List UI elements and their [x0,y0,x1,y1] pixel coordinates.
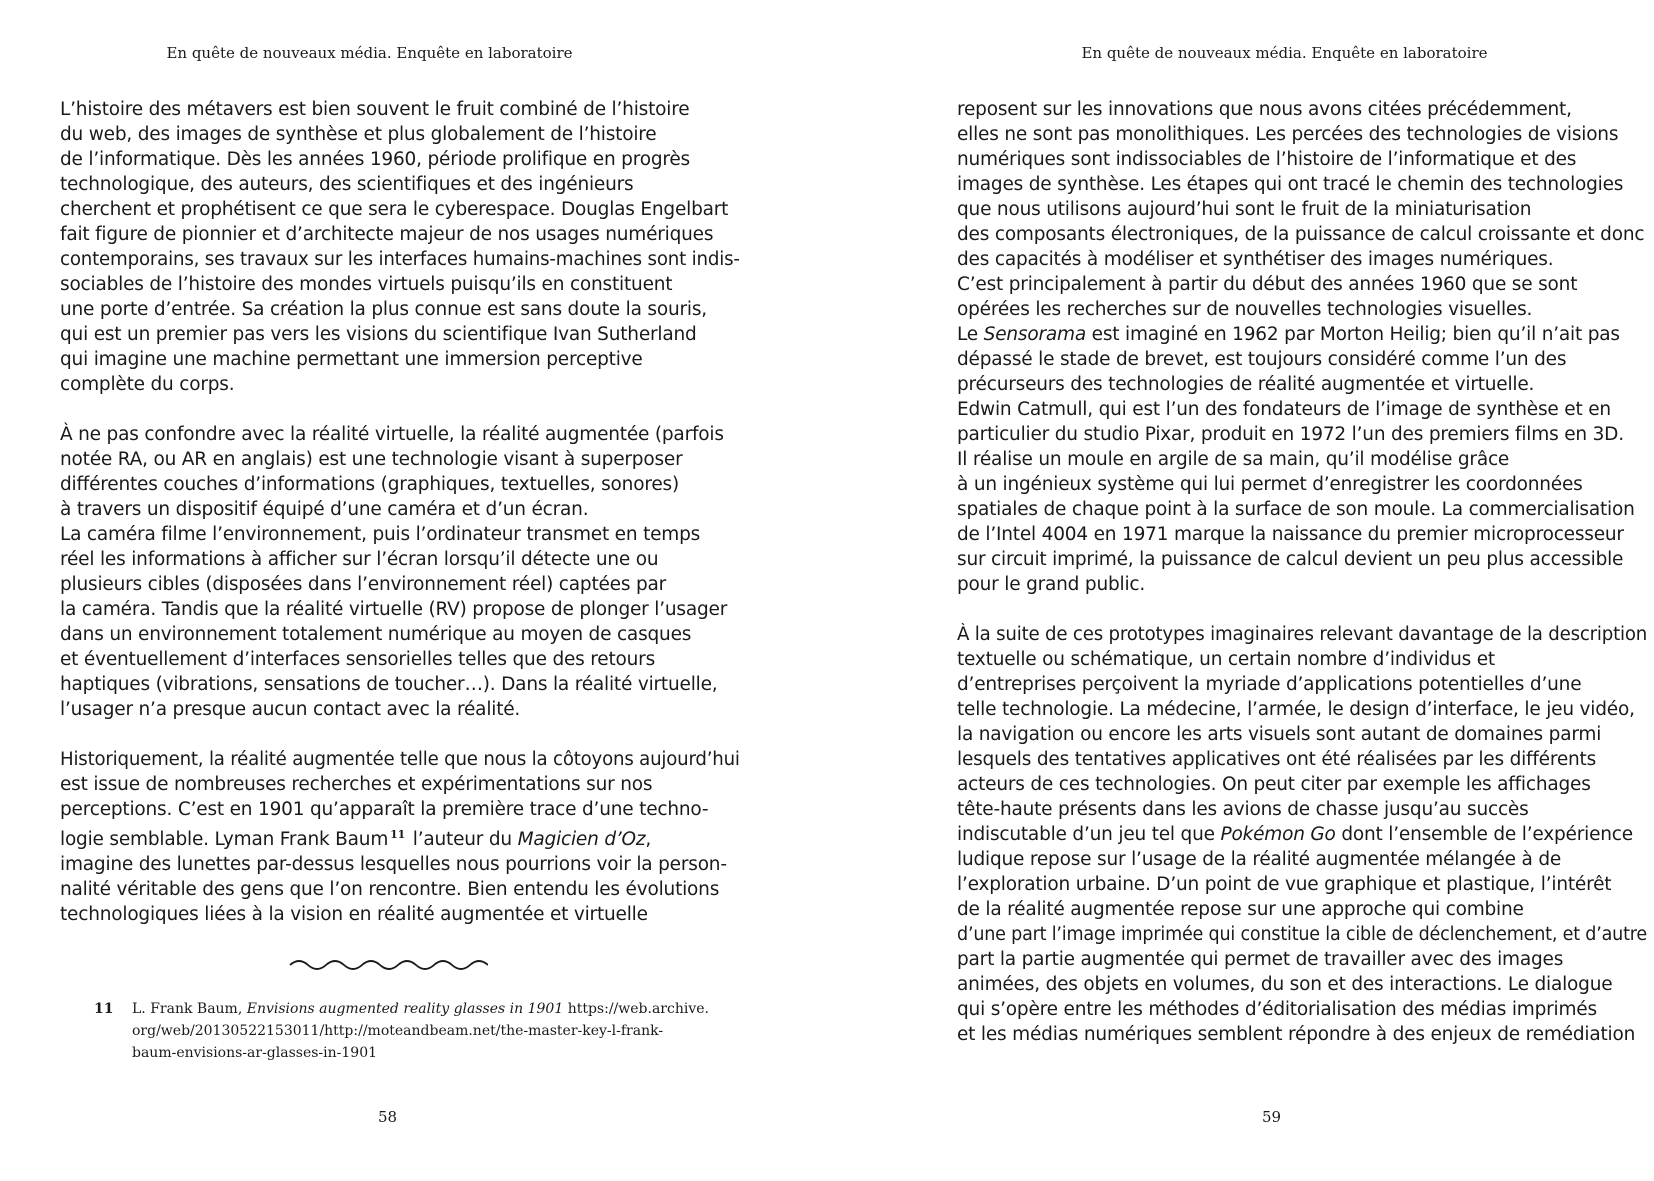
text-line: sociables de l’histoire des mondes virtuels puisqu’ils en constituent [60,274,673,295]
text-line: animées, des objets en volumes, du son et des interactions. Le dialogue [957,974,1613,995]
text-line: lesquels des tentatives applicatives ont été réalisées par les différents [957,749,1597,770]
body-text [60,97,740,927]
text-line: part la partie augmentée qui permet de travailler avec des images [957,949,1564,970]
text-line: à un ingénieux système qui lui permet d’enregistrer les coordonnées [957,474,1583,495]
paragraph [60,747,740,927]
footnote-number: 11 [94,1001,114,1017]
footnote-line [132,998,709,1020]
body-text [957,97,1647,1047]
footnote-reference[interactable]: 11 [390,828,406,841]
paragraph-gap [60,722,740,747]
text-line: d’entreprises perçoivent la myriade d’applications potentielles d’une [957,674,1582,695]
text-line: différentes couches d’informations (graphiques, textuelles, sonores) [60,474,679,495]
text-line: qui s’opère entre les méthodes d’éditorialisation des médias imprimés [957,999,1597,1020]
right-page [827,0,1654,1181]
text-line: de la réalité augmentée repose sur une approche qui combine [957,899,1524,920]
page-number: 59 [1262,1108,1282,1126]
text-line: fait figure de pionnier et d’architecte majeur de nos usages numériques [60,224,714,245]
text-line: d’une part l’image imprimée qui constitue la cible de déclenchement, et d’autre [957,924,1647,945]
text-line: reposent sur les innovations que nous avons citées précédemment, [957,99,1572,120]
text-line: acteurs de ces technologies. On peut citer par exemple les affichages [957,774,1591,795]
text-line: technologiques liées à la vision en réalité augmentée et virtuelle [60,904,648,925]
text-line: cherchent et prophétisent ce que sera le cyberespace. Douglas Engelbart [60,199,729,220]
text-line: qui imagine une machine permettant une immersion perceptive [60,349,643,370]
text-line: l’exploration urbaine. D’un point de vue graphique et plastique, l’intérêt [957,874,1612,895]
text-line [957,822,1647,847]
text-line: opérées les recherches sur de nouvelles technologies visuelles. [957,299,1533,320]
footnote-url[interactable]: org/web/20130522153011/http://moteandbeam.net/the-master-key-l-frank- [132,1023,664,1039]
text-line: la navigation ou encore les arts visuels sont autant de domaines parmi [957,724,1602,745]
text-line: sur circuit imprimé, la puissance de calcul devient un peu plus accessible [957,549,1624,570]
text-line: de l’Intel 4004 en 1971 marque la naissance du premier microprocesseur [957,524,1624,545]
text-line: précurseurs des technologies de réalité augmentée et virtuelle. [957,374,1535,395]
text-line: plusieurs cibles (disposées dans l’environnement réel) captées par [60,574,667,595]
text-line: À la suite de ces prototypes imaginaires relevant davantage de la description [957,624,1648,645]
text-line: À ne pas confondre avec la réalité virtuelle, la réalité augmentée (parfois [60,424,724,445]
text-line: que nous utilisons aujourd’hui sont le fruit de la miniaturisation [957,199,1532,220]
text-run: l’auteur du [407,829,518,850]
text-line: telle technologie. La médecine, l’armée, le design d’interface, le jeu vidéo, [957,699,1635,720]
text-line: Il réalise un moule en argile de sa main, qu’il modélise grâce [957,449,1510,470]
running-head: En quête de nouveaux média. Enquête en laboratoire [1081,44,1488,62]
text-line: des capacités à modéliser et synthétiser des images numériques. [957,249,1554,270]
text-line: et les médias numériques semblent répondre à des enjeux de remédiation [957,1024,1636,1045]
text-line: imagine des lunettes par-dessus lesquelles nous pourrions voir la person- [60,854,727,875]
text-line: du web, des images de synthèse et plus globalement de l’histoire [60,124,657,145]
text-line: Historiquement, la réalité augmentée telle que nous la côtoyons aujourd’hui [60,749,740,770]
wave-ornament-icon [288,958,488,972]
text-line: textuelle ou schématique, un certain nombre d’individus et [957,649,1495,670]
paragraph [60,422,740,722]
footnote-title: Envisions augmented reality glasses in 1901 [246,1001,564,1017]
text-line: L’histoire des métavers est bien souvent le fruit combiné de l’histoire [60,99,690,120]
paragraph [60,97,740,397]
book-title: Magicien d’Oz [517,829,646,850]
footnote-url[interactable]: baum-envisions-ar-glasses-in-1901 [132,1045,378,1061]
text-line: est issue de nombreuses recherches et expérimentations sur nos [60,774,653,795]
text-line: pour le grand public. [957,574,1146,595]
text-line: haptiques (vibrations, sensations de toucher…). Dans la réalité virtuelle, [60,674,718,695]
footnote [94,998,709,1064]
text-run: dont l’ensemble de l’expérience [1335,824,1633,845]
footnote-author: L. Frank Baum, [132,1001,247,1017]
text-line: elles ne sont pas monolithiques. Les percées des technologies de visions [957,124,1619,145]
paragraph [957,97,1647,597]
text-run: , [645,829,652,850]
text-line: réel les informations à afficher sur l’écran lorsqu’il détecte une ou [60,549,659,570]
text-run: Le [957,324,984,345]
text-line [957,322,1647,347]
footnote-url[interactable]: https://web.archive. [563,1001,709,1017]
paragraph [957,622,1647,1047]
text-line: technologique, des auteurs, des scientifiques et des ingénieurs [60,174,634,195]
text-line: des composants électroniques, de la puissance de calcul croissante et donc [957,224,1645,245]
work-title: Sensorama [983,324,1086,345]
text-run: est imaginé en 1962 par Morton Heilig; bien qu’il n’ait pas [1085,324,1620,345]
text-line: C’est principalement à partir du début des années 1960 que se sont [957,274,1578,295]
text-line: de l’informatique. Dès les années 1960, période prolifique en progrès [60,149,690,170]
text-line: à travers un dispositif équipé d’une caméra et d’un écran. [60,499,589,520]
text-line: une porte d’entrée. Sa création la plus connue est sans doute la souris, [60,299,707,320]
text-line: ludique repose sur l’usage de la réalité augmentée mélangée à de [957,849,1562,870]
text-line: contemporains, ses travaux sur les interfaces humains-machines sont indis- [60,249,740,270]
game-title: Pokémon Go [1220,824,1336,845]
text-line: l’usager n’a presque aucun contact avec la réalité. [60,699,521,720]
text-line: nalité véritable des gens que l’on rencontre. Bien entendu les évolutions [60,879,720,900]
text-line: la caméra. Tandis que la réalité virtuelle (RV) propose de plonger l’usager [60,599,728,620]
text-run: logie semblable. Lyman Frank Baum [60,829,389,850]
paragraph-gap [60,397,740,422]
running-head: En quête de nouveaux média. Enquête en laboratoire [166,44,573,62]
text-line: et éventuellement d’interfaces sensorielles telles que des retours [60,649,656,670]
text-line [60,822,740,852]
text-line: dépassé le stade de brevet, est toujours considéré comme l’un des [957,349,1567,370]
text-line: particulier du studio Pixar, produit en 1972 l’un des premiers films en 3D. [957,424,1624,445]
text-line: La caméra filme l’environnement, puis l’ordinateur transmet en temps [60,524,701,545]
text-line: spatiales de chaque point à la surface de son moule. La commercialisation [957,499,1635,520]
text-line: notée RA, ou AR en anglais) est une technologie visant à superposer [60,449,683,470]
text-line: Edwin Catmull, qui est l’un des fondateurs de l’image de synthèse et en [957,399,1611,420]
text-run: indiscutable d’un jeu tel que [957,824,1221,845]
text-line: complète du corps. [60,374,235,395]
text-line: perceptions. C’est en 1901 qu’apparaît la première trace d’une techno- [60,799,709,820]
footnote-text [132,998,709,1064]
paragraph-gap [957,597,1647,622]
text-line: dans un environnement totalement numérique au moyen de casques [60,624,692,645]
text-line: numériques sont indissociables de l’histoire de l’informatique et des [957,149,1577,170]
text-line: images de synthèse. Les étapes qui ont tracé le chemin des technologies [957,174,1624,195]
page-number: 58 [378,1108,398,1126]
text-line: qui est un premier pas vers les visions du scientifique Ivan Sutherland [60,324,697,345]
text-line: tête-haute présents dans les avions de chasse jusqu’au succès [957,799,1529,820]
